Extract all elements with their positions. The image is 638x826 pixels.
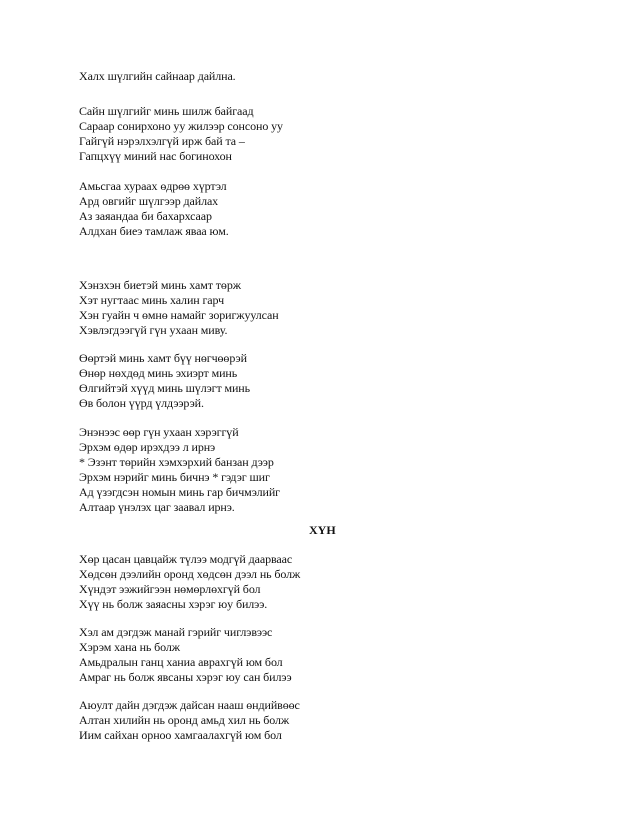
poem-line: Хэрэм хана нь болж [79,640,180,654]
poem-line: Алтан хилийн нь оронд амьд хил нь болж [79,713,290,727]
poem-line: Өөртэй минь хамт бүү нөгчөөрэй [79,351,247,365]
poem-line: Иим сайхан орноо хамгаалахгүй юм бол [79,728,282,742]
poem-line: Ад үзэгдсэн номын минь гар бичмэлийг [79,485,280,499]
section-heading: ХҮН [309,523,336,537]
poem-line: Амраг нь болж явсаны хэрэг юу сан билээ [79,670,292,684]
poem-line: Гайгүй нэрэлхэлгүй ирж бай та – [79,134,245,148]
poem-line: Өнөр нөхдөд минь эхиэрт минь [79,366,238,380]
poem-line: Энэнээс өөр гүн ухаан хэрэггүй [79,425,239,439]
poem-line: Аюулт дайн дэгдэж дайсан нааш өндийвөөс [79,698,300,712]
poem-line: Эрхэм өдөр ирэхдээ л ирнэ [79,440,216,454]
poem-line: Хэвлэгдээгүй гүн ухаан миву. [79,323,228,337]
poem-line: Хүү нь болж заяасны хэрэг юу билээ. [79,597,268,611]
poem-line: Амьсгаа хураах өдрөө хүртэл [79,179,227,193]
poem-line: Алдхан биеэ тамлаж яваа юм. [79,224,229,238]
poem-line: Гапцхүү миний нас богинохон [79,149,232,163]
poem-line: Өв болон үүрд үлдээрэй. [79,396,204,410]
poem-line: * Эзэнт төрийн хэмхэрхий банзан дээр [79,455,274,469]
poem-line: Эрхэм нэрийг минь бичнэ * гэдэг шиг [79,470,270,484]
poem-line: Хэт нугтаас минь халин гарч [79,293,225,307]
poem-line: Сайн шүлгийг минь шилж байгаад [79,104,254,118]
title-line: Халх шүлгийн сайнаар дайлна. [79,69,236,83]
poem-line: Амьдралын ганц ханиа аврахгүй юм бол [79,655,283,669]
poem-line: Хүндэт ээжийгээн нөмөрлөхгүй бол [79,582,261,596]
poem-line: Хэл ам дэгдэж манай гэрийг чиглэвээс [79,625,273,639]
poem-line: Хэн гуайн ч өмнө намайг зоригжуулсан [79,308,279,322]
poem-line: Аз заяандаа би бахархсаар [79,209,212,223]
poem-line: Хөр цасан цавцайж түлээ модгүй даарваас [79,552,293,566]
poem-line: Хэнзхэн биетэй минь хамт төрж [79,278,241,292]
poem-line: Ард овгийг шүлгээр дайлах [79,194,219,208]
poem-line: Өлгийтэй хүүд минь шүлэгт минь [79,381,251,395]
poem-line: Хөдсөн дээлийн оронд хөдсөн дээл нь болж [79,567,301,581]
poem-line: Сараар сонирхоно уу жилээр сонсоно уу [79,119,283,133]
poem-line: Алтаар үнэлэх цаг заавал ирнэ. [79,500,235,514]
